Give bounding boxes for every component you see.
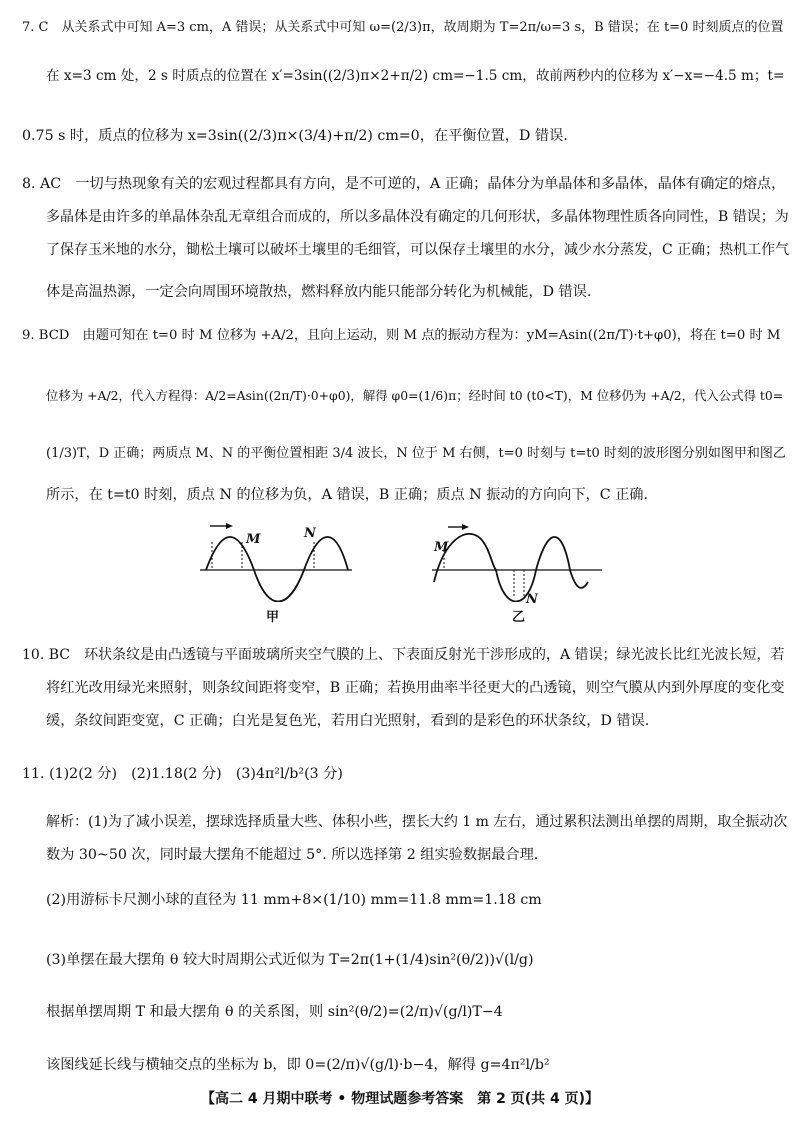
fig-b-label-n: N	[526, 592, 538, 607]
fig-a-caption: 甲	[266, 610, 280, 625]
q9-line-4: 所示，在 t=t0 时刻，质点 N 的位移为负，A 错误，B 正确；质点 N 振动的方向向下，C 正确.	[46, 487, 648, 503]
q11-analysis-2: 数为 30~50 次，同时最大摆角不能超过 5°. 所以选择第 2 组实验数据最合理.	[46, 847, 539, 863]
q8-line-3: 了保存玉米地的水分，锄松土壤可以破坏土壤里的毛细管，可以保存土壤里的水分，减少水分蒸发，C 正确；热机工作气	[46, 242, 790, 258]
q11-analysis-5: 根据单摆周期 T 和最大摆角 θ 的关系图，则 sin²(θ/2)=(2/π)√(g/l)T−4	[46, 1004, 503, 1020]
q10-line-3: 缓，条纹间距变宽，C 正确；白光是复色光，若用白光照射，看到的是彩色的环状条纹，D 错误.	[46, 713, 650, 729]
wave-figure-b	[430, 520, 605, 602]
q11-analysis-3: (2)用游标卡尺测小球的直径为 11 mm+8×(1/10) mm=11.8 mm=1.18 cm	[46, 892, 542, 908]
q9-line-3: (1/3)T，D 正确；两质点 M、N 的平衡位置相距 3/4 波长，N 位于 M 右侧，t=0 时刻与 t=t0 时刻的波形图分别如图甲和图乙	[46, 446, 786, 461]
q11-analysis-1: 解析：(1)为了减小误差，摆球选择质量大些、体积小些，摆长大约 1 m 左右，通过累积法测出单摆的周期，取全振动次	[46, 814, 788, 830]
fig-a-label-n: N	[304, 526, 316, 541]
q8-line-1: 8. AC 一切与热现象有关的宏观过程都具有方向，是不可逆的，A 正确；晶体分为单晶体和多晶体，晶体有确定的熔点，	[22, 176, 786, 192]
fig-b-caption: 乙	[512, 610, 526, 625]
q9-line-2: 位移为 +A/2，代入方程得：A/2=Asin((2π/T)·0+φ0)，解得 φ0=(1/6)π；经时间 t0 (t0<T)，M 位移仍为 +A/2，代入公式得 t0=	[46, 388, 784, 403]
fig-b-label-m: M	[434, 540, 449, 555]
fig-a-label-m: M	[246, 532, 261, 547]
wave-figure-a	[196, 520, 356, 602]
q7-line-3: 0.75 s 时，质点的位移为 x=3sin((2/3)π×(3/4)+π/2) cm=0，在平衡位置，D 错误.	[22, 128, 568, 144]
q11-answer-line: 11. (1)2(2 分) (2)1.18(2 分) (3)4π²l/b²(3 分)	[22, 766, 343, 782]
q11-analysis-4: (3)单摆在最大摆角 θ 较大时周期公式近似为 T=2π(1+(1/4)sin²(θ/2))√(l/g)	[46, 952, 534, 968]
q7-line-2: 在 x=3 cm 处，2 s 时质点的位置在 x′=3sin((2/3)π×2+π/2) cm=−1.5 cm，故前两秒内的位移为 x′−x=−4.5 m；t=	[46, 68, 785, 84]
q8-line-2: 多晶体是由许多的单晶体杂乱无章组合而成的，所以多晶体没有确定的几何形状，多晶体物理性质各向同性，B 错误；为	[46, 209, 789, 225]
q10-line-2: 将红光改用绿光来照射，则条纹间距将变窄，B 正确；若换用曲率半径更大的凸透镜，则空气膜从内到外厚度的变化变	[46, 680, 785, 696]
q10-line-1: 10. BC 环状条纹是由凸透镜与平面玻璃所夹空气膜的上、下表面反射光干涉形成的，A 错误；绿光波长比红光波长短，若	[22, 647, 785, 663]
q9-line-1: 9. BCD 由题可知在 t=0 时 M 位移为 +A/2，且向上运动，则 M 点的振动方程为：yM=Asin((2π/T)·t+φ0)，将在 t=0 时 M	[22, 328, 781, 343]
q7-line-1: 7. C 从关系式中可知 A=3 cm，A 错误；从关系式中可知 ω=(2/3)π，故周期为 T=2π/ω=3 s，B 错误；在 t=0 时刻质点的位置	[22, 20, 784, 35]
q11-analysis-6: 该图线延长线与横轴交点的坐标为 b，即 0=(2/π)√(g/l)·b−4，解得 g=4π²l/b²	[46, 1057, 550, 1073]
q8-line-4: 体是高温热源，一定会向周围环境散热，燃料释放内能只能部分转化为机械能，D 错误.	[46, 284, 592, 300]
page-footer: 【高二 4 月期中联考 • 物理试题参考答案 第 2 页(共 4 页)】	[201, 1091, 599, 1107]
